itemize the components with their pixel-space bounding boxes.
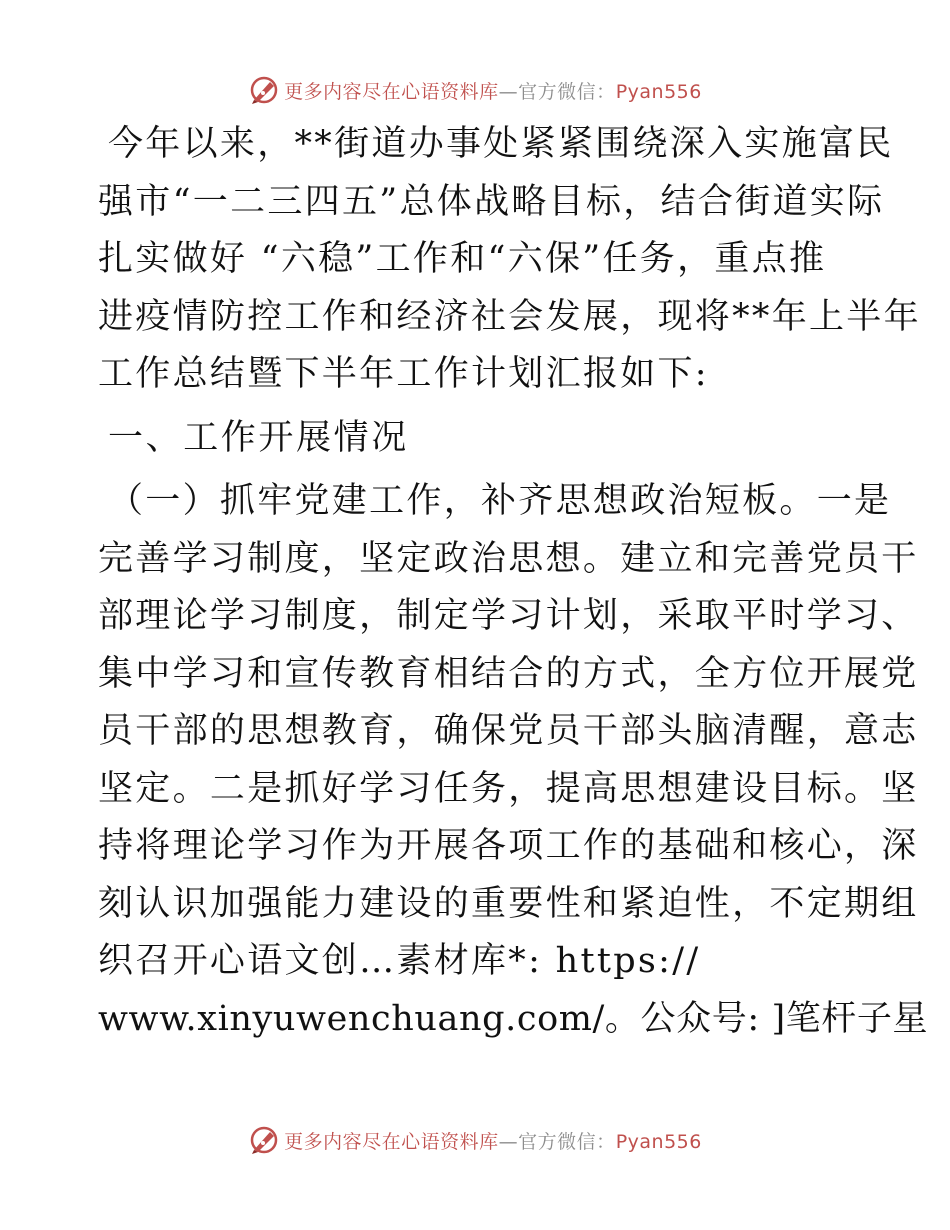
section-line: 织召开心语文创…素材库*: https:// (98, 941, 701, 981)
section-line: 持将理论学习作为开展各项工作的基础和核心，深 (98, 826, 919, 866)
section-line: 完善学习制度，坚定政治思想。建立和完善党员干 (98, 538, 919, 579)
banner-separator: — (498, 1130, 519, 1153)
section-line: 员干部的思想教育，确保党员干部头脑清醒，意志 (98, 711, 919, 751)
section-line: （一）抓牢党建工作，补齐思想政治短板。一是 (108, 481, 892, 521)
section-line: 坚定。二是抓好学习任务，提高思想建设目标。坚 (98, 768, 919, 809)
section-line: www.xinyuwenchuang.com/。公众号: ]笔杆子星 (98, 998, 929, 1039)
banner-wechat-label: 官方微信： (518, 1130, 616, 1153)
pen-logo-icon (248, 1124, 280, 1156)
banner-wechat-account: Pyan556 (615, 1130, 702, 1153)
header-banner (0, 70, 950, 110)
section-line: 刻认识加强能力建设的重要性和紧迫性，不定期组 (98, 883, 919, 924)
intro-line: 工作总结暨下半年工作计划汇报如下: (98, 354, 709, 394)
document-body (98, 116, 929, 1048)
section-heading: 一、工作开展情况 (108, 417, 409, 458)
intro-line: 进疫情防控工作和经济社会发展，现将**年上半年 (98, 296, 921, 337)
banner-wechat-account: Pyan556 (615, 80, 702, 103)
banner-wechat-label: 官方微信： (518, 80, 616, 103)
banner-promo-text: 更多内容尽在心语资料库 (284, 80, 499, 103)
intro-line: 今年以来，**街道办事处紧紧围绕深入实施富民 (108, 124, 894, 164)
banner-promo-text: 更多内容尽在心语资料库 (284, 1130, 499, 1153)
section-line: 部理论学习制度，制定学习计划，采取平时学习、 (98, 596, 919, 636)
intro-line: 强市“一二三四五”总体战略目标，结合街道实际 (98, 181, 885, 222)
section-line: 集中学习和宣传教育相结合的方式，全方位开展党 (98, 653, 919, 694)
footer-banner (0, 1120, 950, 1160)
intro-line: 扎实做好 “六稳”工作和“六保”任务，重点推 (98, 239, 827, 279)
pen-logo-icon (248, 74, 280, 106)
banner-separator: — (498, 80, 519, 103)
